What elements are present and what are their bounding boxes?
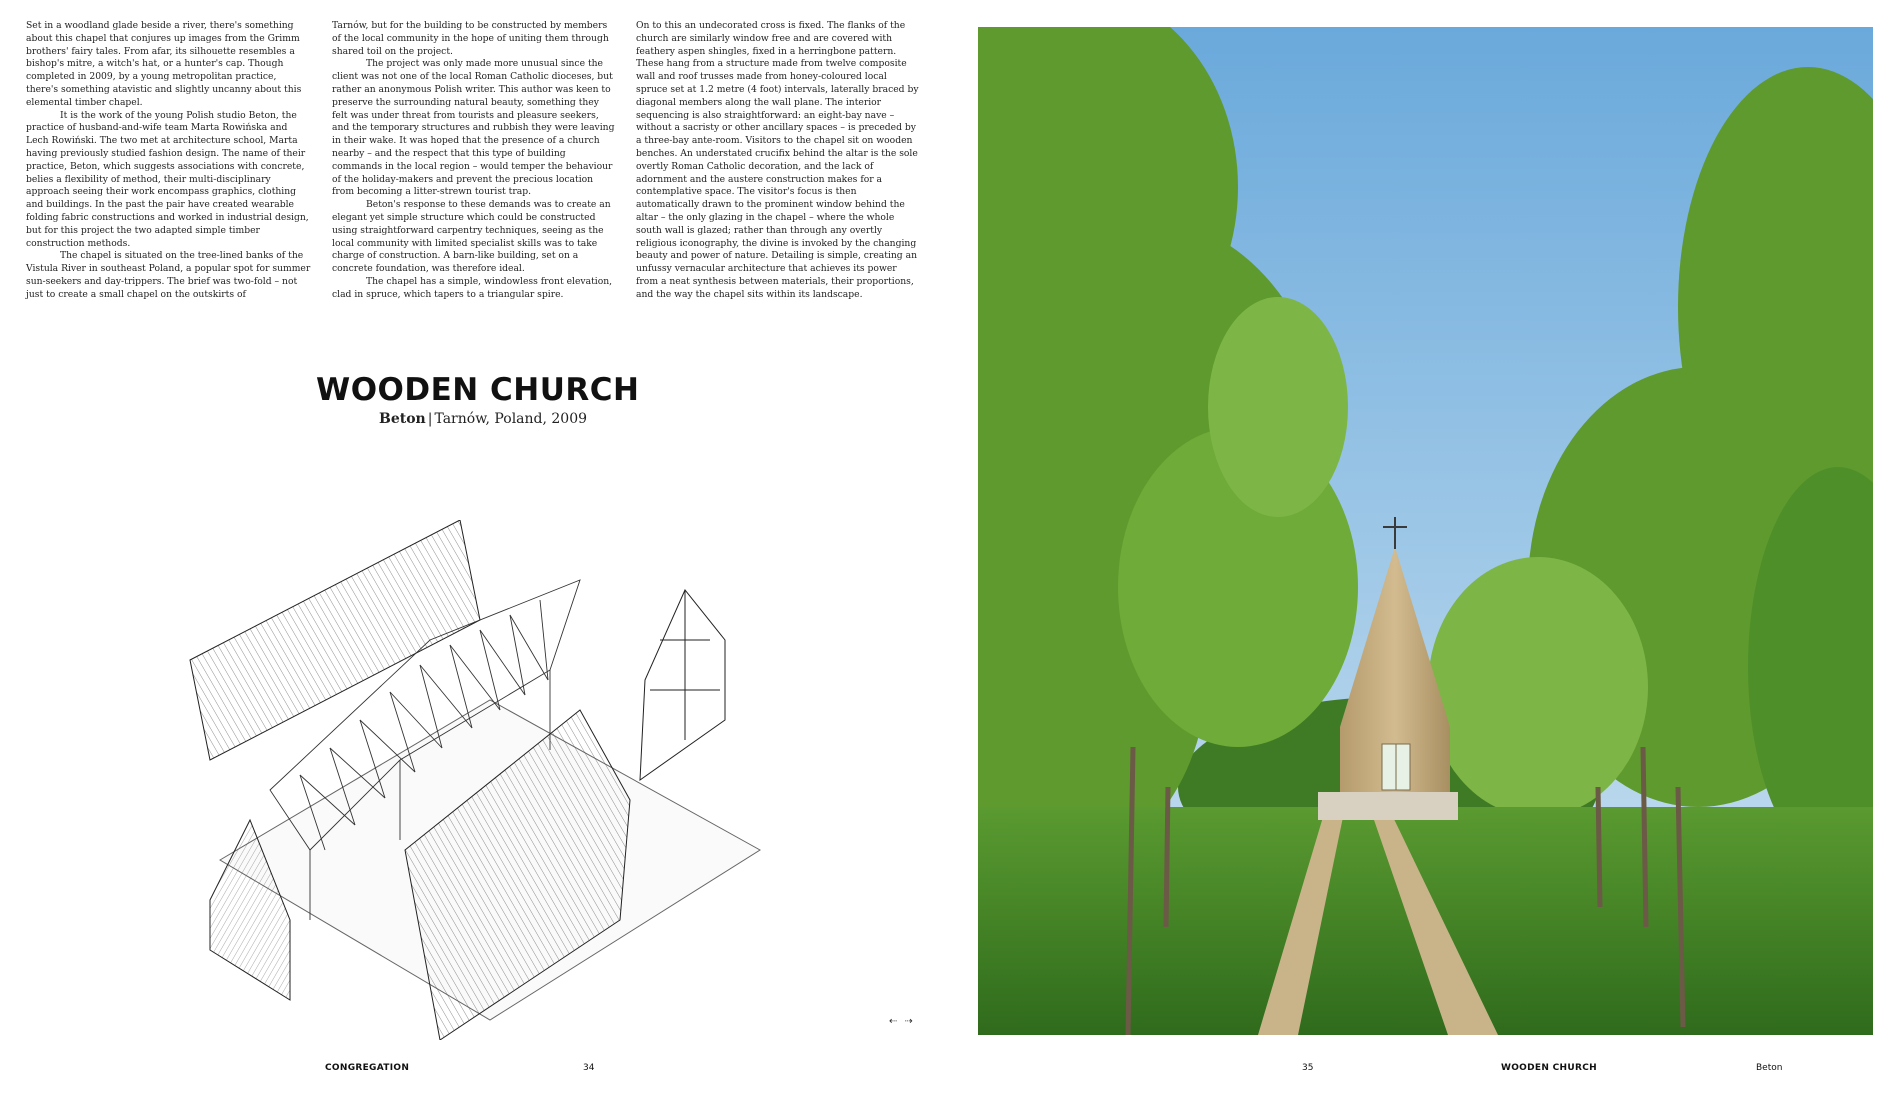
- text-column-1: [26, 20, 311, 302]
- project-location: Tarnów, Poland, 2009: [434, 411, 588, 427]
- paragraph: Set in a woodland glade beside a river, there's something about this chapel that conjures up images from the Grimm brothers' fairy tales. From afar, its silhouette resembles a bishop's mitre, a witch's hat, or a hunter's cap. Though completed in 2009, by a young metropolitan practice, there's something atavistic and slightly uncanny about this elemental timber chapel.: [26, 20, 302, 108]
- left-page: [0, 0, 940, 1097]
- article-text: [26, 20, 926, 350]
- footer-running-title: WOODEN CHURCH: [1501, 1063, 1597, 1073]
- article-credit: [379, 411, 587, 427]
- article-title: WOODEN CHURCH: [316, 372, 640, 408]
- paragraph: It is the work of the young Polish studio Beton, the practice of husband-and-wife team Marta Rowińska and Lech Rowiński. The two met at architecture school, Marta having previously studied fashion design. The name of their practice, Beton, which suggests associations with concrete, belies a flexibility of method, their multi-disciplinary approach seeing their work encompass graphics, clothing and buildings. In the past the pair have created wearable folding fabric constructions and worked in industrial design, but for this project the two adapted simple timber construction methods.: [26, 109, 309, 249]
- footer-architect: Beton: [1756, 1063, 1783, 1073]
- footer-section-name: CONGREGATION: [325, 1063, 410, 1073]
- chapel-photograph: [978, 27, 1873, 1035]
- paragraph: On to this an undecorated cross is fixed. The flanks of the church are similarly window free and are covered with feathery aspen shingles, fixed in a herringbone pattern. These hang from a structure made from twelve composite wall and roof trusses made from honey-coloured local spruce set at 1.2 metre (4 foot) intervals, laterally braced by diagonal members along the wall plane. The interior sequencing is also straightforward: an eight-bay nave – without a sacristy or other ancillary spaces – is preceded by a three-bay ante-room. Visitors to the chapel sit on wooden benches. An understated crucifix behind the altar is the sole overtly Roman Catholic decoration, and the lack of adornment and the austere construction makes for a contemplative space. The visitor's focus is then automatically drawn to the prominent window behind the altar – the only glazing in the chapel – where the whole south wall is glazed; rather than through any overtly religious iconography, the divine is invoked by the changing beauty and power of nature. Detailing is simple, creating an unfussy vernacular architecture that achieves its power from a neat synthesis between materials, their proportions, and the way the chapel sits within its landscape.: [636, 20, 919, 300]
- paragraph: The project was only made more unusual since the client was not one of the local Roman Catholic dioceses, but rather an anonymous Polish writer. This author was keen to preserve the surrounding natural beauty, something they felt was under threat from tourists and pleasure seekers, and the temporary structures and rubbish they were leaving in their wake. It was hoped that the presence of a church nearby – and the respect that this type of building commands in the local region – would temper the behaviour of the holiday-makers and prevent the precious location from becoming a litter-strewn tourist trap.: [332, 58, 615, 198]
- text-column-3: [636, 20, 921, 302]
- text-column-2: [332, 20, 617, 302]
- paragraph: Tarnów, but for the building to be constructed by members of the local community in the hope of uniting them through shared toil on the project.: [332, 20, 609, 57]
- exploded-axonometric-diagram: [180, 520, 800, 1040]
- credit-separator: |: [427, 411, 433, 427]
- architect-name: Beton: [379, 411, 426, 427]
- paragraph: The chapel has a simple, windowless front elevation, clad in spruce, which tapers to a triangular spire.: [332, 275, 613, 300]
- footer-page-number: 35: [1302, 1063, 1314, 1073]
- page-arrows: ⇠ ⇢: [889, 1016, 915, 1027]
- axonometric-drawing: [180, 520, 800, 1040]
- paragraph: Beton's response to these demands was to create an elegant yet simple structure which could be constructed using straightforward carpentry techniques, seeing as the local community with limited specialist skills was to take charge of construction. A barn-like building, set on a concrete foundation, was therefore ideal.: [332, 199, 611, 275]
- footer-page-number: 34: [583, 1063, 595, 1073]
- wooden-church-photo: [978, 27, 1873, 1035]
- paragraph: The chapel is situated on the tree-lined banks of the Vistula River in southeast Poland, a popular spot for summer sun-seekers and day-trippers. The brief was two-fold – not just to create a small chapel on the outskirts of: [26, 250, 311, 300]
